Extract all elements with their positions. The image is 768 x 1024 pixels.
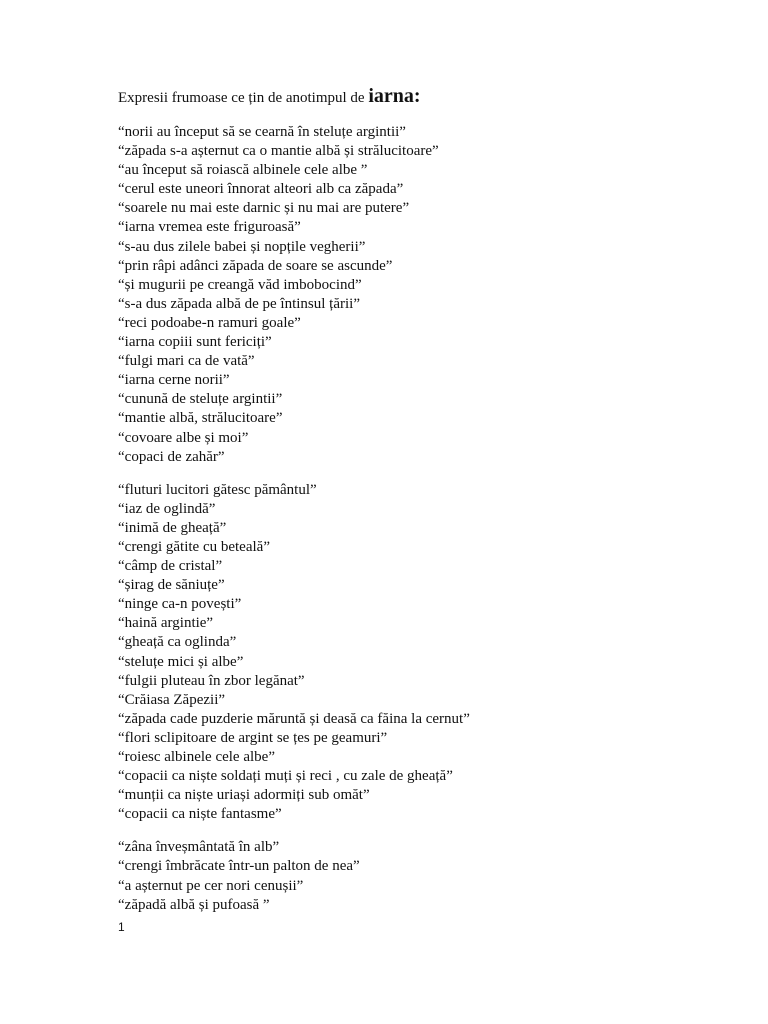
list-item: “iarna cerne norii” <box>118 372 230 389</box>
page-heading <box>118 84 421 110</box>
list-item: “steluțe mici și albe” <box>118 653 244 670</box>
list-item: “zăpada cade puzderie măruntă și deasă ca făina la cernut” <box>118 710 470 727</box>
list-item: “cerul este uneori înnorat alteori alb ca zăpada” <box>118 181 404 198</box>
list-item: “inimă de gheață” <box>118 519 227 536</box>
list-item: “a așternut pe cer nori cenușii” <box>118 877 304 894</box>
list-item: “crengi gătite cu beteală” <box>118 538 270 555</box>
list-item: “crengi îmbrăcate într-un palton de nea” <box>118 858 360 875</box>
list-item: “roiesc albinele cele albe” <box>118 749 275 765</box>
list-item: “iaz de oglindă” <box>118 500 216 517</box>
list-item: “s-a dus zăpada albă de pe întinsul țării” <box>118 295 360 312</box>
list-item: “flori sclipitoare de argint se țes pe geamuri” <box>118 729 388 746</box>
expression-list <box>118 123 470 915</box>
list-item: “copacii ca niște soldați muți și reci , cu zale de gheață” <box>118 768 453 785</box>
list-item: “zăpadă albă și pufoasă ” <box>118 896 270 913</box>
list-item: “iarna copiii sunt fericiți” <box>118 334 272 351</box>
list-item: “munții ca niște uriași adormiți sub omăt” <box>118 787 370 804</box>
list-item: “reci podoabe-n ramuri goale” <box>118 314 301 331</box>
list-item: “copacii ca niște fantasme” <box>118 806 282 823</box>
list-item: “fulgii pluteau în zbor legănat” <box>118 672 305 689</box>
heading-prefix: Expresii frumoase ce țin de anotimpul de <box>118 90 369 106</box>
list-item: “cunună de steluțe argintii” <box>118 391 283 408</box>
list-item: “șirag de săniuțe” <box>118 577 225 594</box>
list-item: “prin râpi adânci zăpada de soare se ascunde” <box>118 257 393 274</box>
list-item: “ninge ca-n povești” <box>118 596 242 613</box>
heading-keyword: iarna: <box>368 85 421 107</box>
list-item: “gheață ca oglinda” <box>118 634 237 651</box>
list-item: “covoare albe și moi” <box>118 429 249 446</box>
list-item: “fulgi mari ca de vată” <box>118 353 255 370</box>
list-item: “Crăiasa Zăpezii” <box>118 691 226 708</box>
list-item: “și mugurii pe creangă văd imbobocind” <box>118 276 362 293</box>
list-item: “copaci de zahăr” <box>118 448 225 465</box>
list-item: “iarna vremea este friguroasă” <box>118 219 301 236</box>
list-item: “câmp de cristal” <box>118 558 223 575</box>
list-item: “mantie albă, strălucitoare” <box>118 410 283 427</box>
list-item: “au început să roiască albinele cele albe ” <box>118 162 368 179</box>
list-item: “fluturi lucitori gătesc pământul” <box>118 481 317 498</box>
page-number: 1 <box>118 920 125 934</box>
list-item: “norii au început să se cearnă în steluțe argintii” <box>118 124 406 140</box>
list-item: “soarele nu mai este darnic și nu mai are putere” <box>118 200 410 217</box>
list-item: “haină argintie” <box>118 615 214 632</box>
list-item: “zâna înveșmântată în alb” <box>118 839 280 856</box>
list-item: “s-au dus zilele babei și nopțile vegherii” <box>118 238 366 255</box>
list-item: “zăpada s-a așternut ca o mantie albă și strălucitoare” <box>118 143 439 160</box>
